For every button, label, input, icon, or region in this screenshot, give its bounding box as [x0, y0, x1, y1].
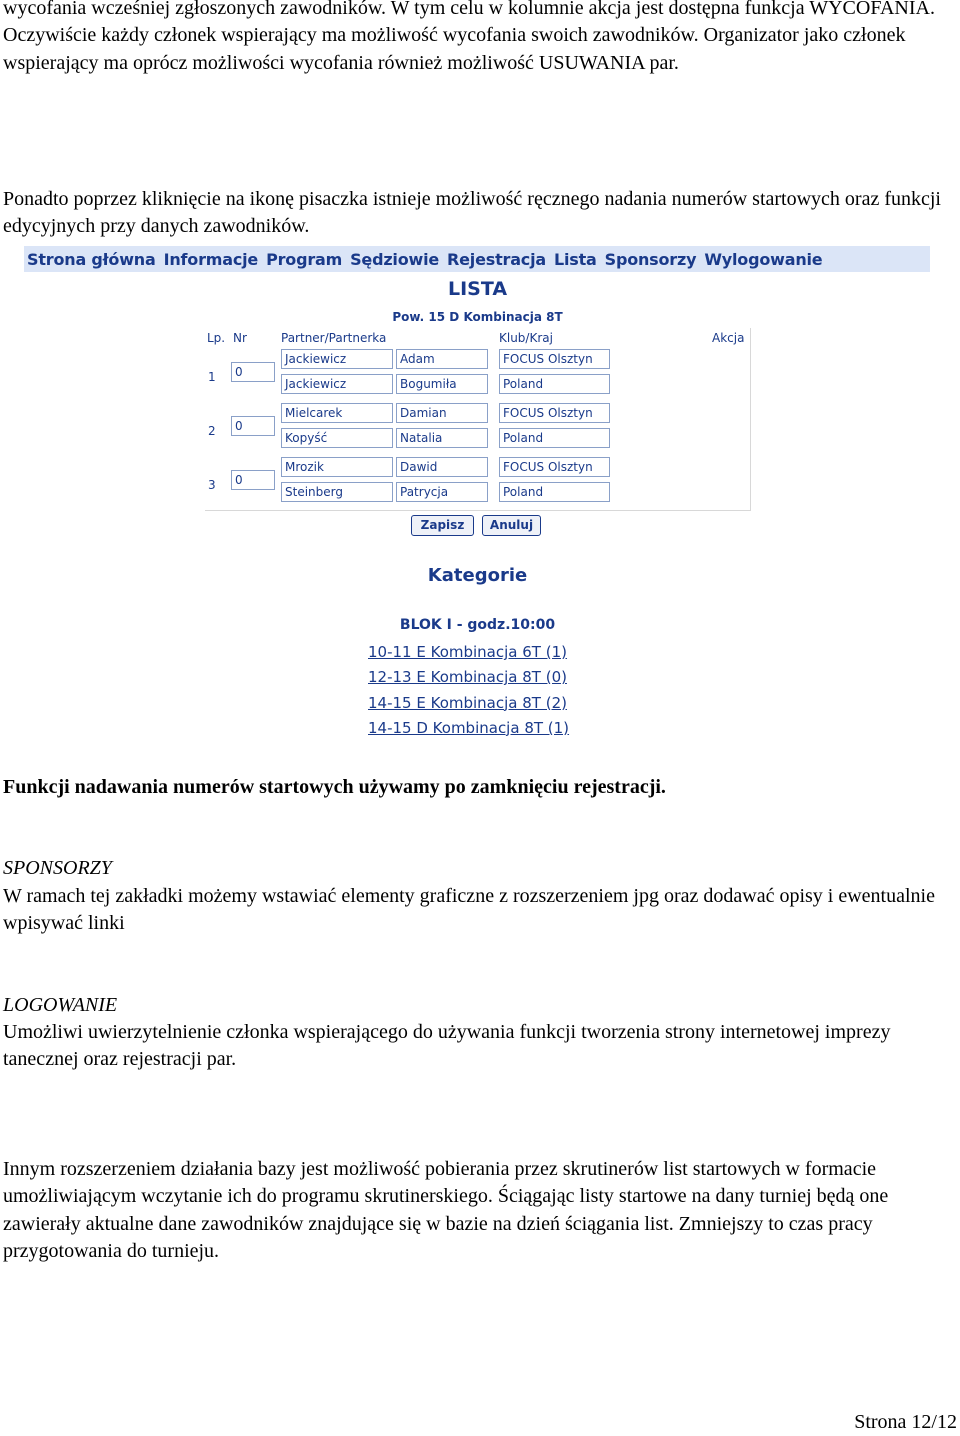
- list-subtitle: Pow. 15 D Kombinacja 8T: [392, 310, 563, 324]
- page-number: Strona 12/12: [854, 1411, 957, 1433]
- nav-wylogowanie[interactable]: Wylogowanie: [704, 249, 823, 269]
- partnerka-last-name-field[interactable]: Jackiewicz: [281, 374, 393, 394]
- partner-club-field[interactable]: FOCUS Olsztyn: [499, 457, 610, 477]
- sponsors-heading: SPONSORZY: [3, 857, 112, 879]
- column-nr: Nr: [233, 331, 247, 345]
- sponsors-text: W ramach tej zakładki możemy wstawiać elementy graficzne z rozszerzeniem jpg oraz dodawać opisy i ewentualnie wpisywać linki: [3, 885, 935, 935]
- list-title: LISTA: [447, 278, 508, 300]
- top-navigation: [24, 246, 930, 272]
- partner-last-name-field[interactable]: Jackiewicz: [281, 349, 393, 369]
- start-number-input[interactable]: 0: [231, 470, 275, 490]
- row-lp: 3: [208, 478, 216, 492]
- categories-list: [368, 640, 569, 741]
- category-link[interactable]: 10-11 E Kombinacja 6T (1): [368, 643, 567, 661]
- partnerka-last-name-field[interactable]: Kopyść: [281, 428, 393, 448]
- partnerka-first-name-field[interactable]: Natalia: [396, 428, 488, 448]
- category-link[interactable]: 14-15 E Kombinacja 8T (2): [368, 693, 567, 712]
- row-lp: 1: [208, 370, 216, 384]
- partnerka-country-field[interactable]: Poland: [499, 374, 610, 394]
- column-action: Akcja: [712, 331, 745, 345]
- partnerka-country-field[interactable]: Poland: [499, 482, 610, 502]
- partnerka-first-name-field[interactable]: Patrycja: [396, 482, 488, 502]
- nav-strona-glowna[interactable]: Strona główna: [27, 249, 156, 269]
- login-text: Umożliwi uwierzytelnienie członka wspierającego do używania funkcji tworzenia strony internetowej imprezy tanecznej oraz rejestracji par.: [3, 1021, 891, 1071]
- category-link[interactable]: 14-15 D Kombinacja 8T (1): [368, 718, 570, 737]
- row-lp: 2: [208, 424, 216, 438]
- partner-last-name-field[interactable]: Mielcarek: [281, 403, 393, 423]
- partner-first-name-field[interactable]: Dawid: [396, 457, 488, 477]
- partner-club-field[interactable]: FOCUS Olsztyn: [499, 403, 610, 423]
- intro-paragraph: wycofania wcześniej zgłoszonych zawodników. W tym celu w kolumnie akcja jest dostępna funkcja WYCOFANIA. Oczywiście każdy członek wspierający ma możliwość wycofania swoich zawodników. Organizator jako członek wspierający ma oprócz możliwości wycofania również możliwość USUWANIA par.: [3, 0, 935, 74]
- start-number-input[interactable]: 0: [231, 362, 275, 382]
- nav-program[interactable]: Program: [266, 249, 343, 269]
- block-label: BLOK I - godz.10:00: [399, 617, 556, 633]
- partnerka-country-field[interactable]: Poland: [499, 428, 610, 448]
- couples-table: [205, 328, 751, 511]
- final-paragraph: Innym rozszerzeniem działania bazy jest możliwość pobierania przez skrutinerów list startowych w formacie umożliwiającym wczytanie ich do programu skrutinerskiego. Ściągając listy startowe na dany turniej będą one zawierały aktualne dane zawodników znajdujące się w bazie na dzień ściągania list. Zmniejszy to czas pracy przygotowania do turnieju.: [3, 1158, 889, 1262]
- nav-sedziowie[interactable]: Sędziowie: [350, 249, 440, 269]
- save-button[interactable]: Zapisz: [411, 515, 474, 536]
- partner-first-name-field[interactable]: Damian: [396, 403, 488, 423]
- partnerka-first-name-field[interactable]: Bogumiła: [396, 374, 488, 394]
- column-club: Klub/Kraj: [499, 331, 553, 345]
- partner-club-field[interactable]: FOCUS Olsztyn: [499, 349, 610, 369]
- column-lp: Lp.: [207, 331, 226, 345]
- cancel-button[interactable]: Anuluj: [482, 515, 541, 536]
- nav-informacje[interactable]: Informacje: [163, 249, 259, 269]
- column-partner: Partner/Partnerka: [281, 331, 387, 345]
- embedded-screenshot: [0, 244, 960, 744]
- category-link[interactable]: 12-13 E Kombinacja 8T (0): [368, 668, 567, 687]
- start-number-input[interactable]: 0: [231, 416, 275, 436]
- nav-sponsorzy[interactable]: Sponsorzy: [604, 249, 697, 269]
- categories-title: Kategorie: [427, 565, 528, 586]
- partner-first-name-field[interactable]: Adam: [396, 349, 488, 369]
- nav-lista[interactable]: Lista: [553, 249, 597, 269]
- login-heading: LOGOWANIE: [3, 994, 118, 1016]
- nav-rejestracja[interactable]: Rejestracja: [447, 249, 546, 269]
- edit-paragraph: Ponadto poprzez kliknięcie na ikonę pisaczka istnieje możliwość ręcznego nadania numerów startowych oraz funkcji edycyjnych przy danych zawodników.: [3, 188, 941, 238]
- bold-note: Funkcji nadawania numerów startowych używamy po zamknięciu rejestracji.: [3, 776, 666, 798]
- partner-last-name-field[interactable]: Mrozik: [281, 457, 393, 477]
- partnerka-last-name-field[interactable]: Steinberg: [281, 482, 393, 502]
